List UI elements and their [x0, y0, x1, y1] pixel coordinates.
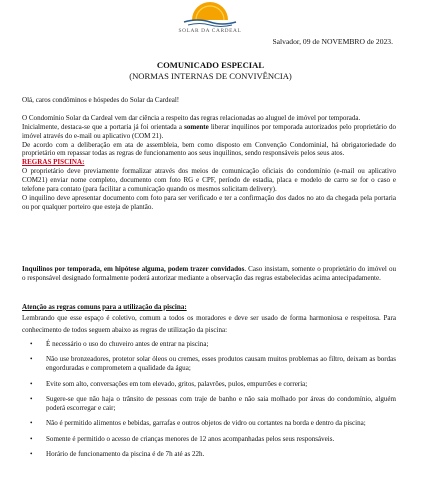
initial-paragraph: Inicialmente, destaca-se que a portaria já foi orientada a somente liberar inquilinos por temporada autorizados pelo proprietário do imóvel através do e-mail ou aplicativo (COM 21).: [22, 122, 396, 140]
rule-item: • Horário de funcionamento da piscina é de 7h até as 22h.: [30, 450, 205, 459]
rule-item: • Sugere-se que não haja o trânsito de pessoas com traje de banho e não saia molhado por áreas do condomínio, alguém poderá escorregar e cair;: [30, 395, 396, 413]
document-subtitle: (NORMAS INTERNAS DE CONVIVÊNCIA): [129, 71, 292, 81]
greeting: Olá, caros condôminos e hóspedes do Solar da Cardeal!: [22, 96, 180, 104]
document-title: COMUNICADO ESPECIAL: [156, 60, 265, 70]
owner-paragraph: O proprietário deve previamente formalizar através dos meios de comunicação oficiais do condomínio (e-mail ou aplicativo COM21) enviar nome completo, documento com foto RG e CPF, período de estadia, placa e modelo de carro se for o caso e telefone para contato (para facilitar a comunicação quando os mesmos solicitam delivery).: [22, 167, 396, 194]
bullet-icon: •: [30, 379, 33, 388]
guests-section: [22, 265, 396, 283]
logo-text: SOLAR DA CARDEAL: [178, 28, 242, 34]
body-section: [22, 96, 396, 212]
condominium-logo: [160, 2, 260, 36]
intro-paragraph: O Condomínio Solar da Cardeal vem dar ciência a respeito das regras relacionadas ao aluguel de imóvel por temporada.: [22, 113, 361, 122]
bullet-icon: •: [30, 340, 33, 348]
bullet-icon: •: [30, 395, 33, 404]
rule-item: • Evite som alto, conversações em tom elevado, gritos, palavrões, pulos, empurrões e correria;: [30, 379, 308, 388]
common-rules-section: [22, 303, 396, 336]
rule-item: • Não é permitido alimentos e bebidas, garrafas e outros objetos de vidro ou cortantes na borda e dentro da piscina;: [30, 419, 366, 428]
common-rules-intro: Lembrando que esse espaço é coletivo, comum a todos os moradores e deve ser usado de forma harmoniosa e respeitosa. Para conhecimento de todos seguem abaixo as regras de utilização da piscina:: [22, 313, 396, 334]
common-rules-heading: Atenção as regras comuns para a utilização da piscina:: [22, 303, 187, 311]
bullet-icon: •: [30, 450, 33, 459]
sunset-logo-icon: [178, 2, 242, 28]
guests-paragraph: Inquilinos por temporada, em hipótese alguma, podem trazer convidados. Caso insistam, somente o proprietário do imóvel ou o responsável designado formalmente poderá autorizar mediante a observação das regras estabelecidas acima antecipadamente.: [22, 265, 396, 282]
bullet-icon: •: [30, 419, 33, 428]
rule-item: • É necessário o uso do chuveiro antes de entrar na piscina;: [30, 340, 209, 348]
rule-item: • Não use bronzeadores, protetor solar óleos ou cremes, esses produtos causam muitos problemas ao filtro, deixam as bordas engorduradas e comprometem a qualidade da água;: [30, 355, 396, 373]
date-line: Salvador, 09 de NOVEMBRO de 2023.: [272, 37, 393, 46]
bullet-icon: •: [30, 355, 33, 364]
pool-rules-list: [22, 340, 396, 466]
rule-item: • Somente é permitido o acesso de crianças menores de 12 anos acompanhadas pelos seus responsáveis.: [30, 434, 335, 443]
assembly-paragraph: De acordo com a deliberação em ata de assembleia, bem como disposto em Convenção Condominial, há obrigatoriedade do proprietário em repassar todas as regras de funcionamento aos seus inquilinos, sendo responsáveis pelos seus atos.: [22, 140, 396, 158]
bullet-icon: •: [30, 434, 33, 443]
pool-rules-heading: REGRAS PISCINA:: [22, 158, 85, 167]
tenant-paragraph: O inquilino deve apresentar documento com foto para ser verificado e ter a confirmação dos dados no ato da chegada pela portaria ou por qualquer porteiro que esteja de plantão.: [22, 193, 396, 211]
